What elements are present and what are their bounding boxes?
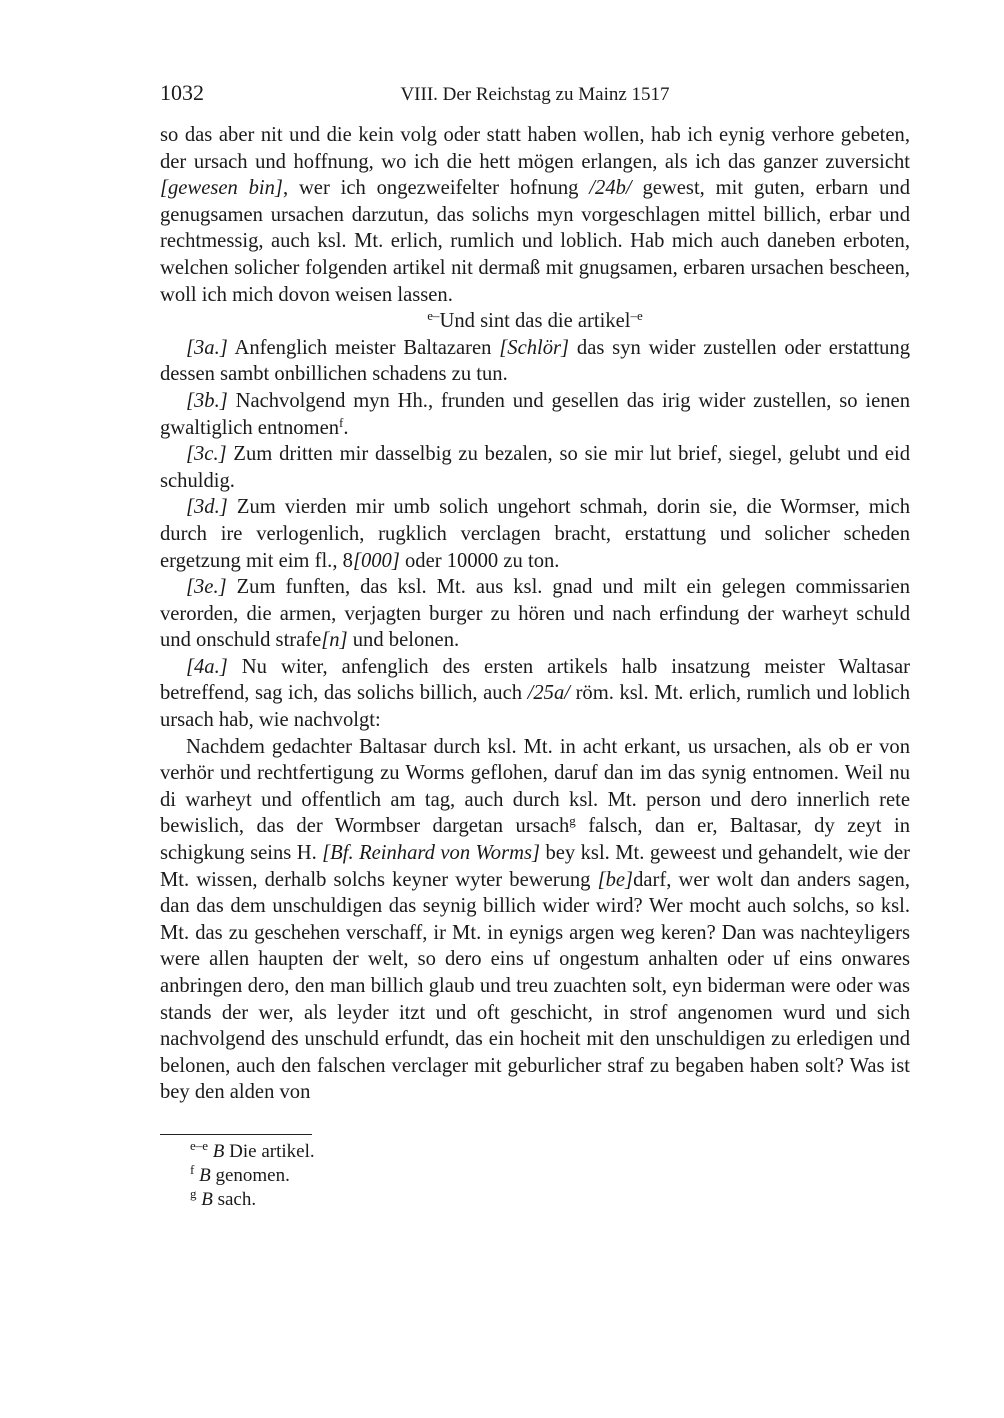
italic-text: [Schlör] — [499, 336, 570, 359]
text-run: , wer ich ongezweifelter hofnung — [282, 177, 590, 200]
footnote-marker: g — [569, 813, 576, 829]
footnote-marker: –e — [630, 308, 643, 324]
paragraph-article-3d — [160, 494, 910, 574]
footnote-marker: f — [190, 1161, 195, 1177]
text-run: . — [343, 416, 349, 439]
text-run: Nachvolgend myn Hh., frunden und gesellen das irig wider zustellen, so ienen gwaltiglich entnomen — [160, 389, 910, 439]
paragraph-article-3b — [160, 388, 910, 441]
footnote-marker: f — [339, 414, 344, 430]
paragraph-intro — [160, 122, 910, 308]
text-run: Zum dritten mir dasselbig zu bezalen, so sie mir lut brief, siegel, gelubt und eid schuldig. — [160, 443, 910, 492]
footnote-f — [160, 1161, 910, 1188]
italic-text: [3e.] — [186, 576, 227, 599]
footnote-marker: g — [190, 1185, 197, 1201]
text-run: Nachdem gedachter Baltasar durch ksl. Mt. in acht erkant, us ursachen, als ob er von verhör und rechtfertigung zu Worms geflohen, daruf dan im das synig entnomen. Weil nu di warheyt und offentlich am tag, auch durch ksl. Mt. person und dero innerlich rete bewislich, das der Wormbser dargetan ursach — [160, 735, 910, 838]
page-number: 1032 — [160, 80, 204, 105]
text-run: genomen. — [210, 1164, 290, 1186]
italic-text: [4a.] — [186, 655, 228, 678]
footnote-g — [160, 1185, 910, 1212]
paragraph-article-3a — [160, 335, 910, 388]
document-page — [160, 80, 910, 1212]
text-run: Zum funften, das ksl. Mt. aus ksl. gnad und milt ein gelegen commissarien verorden, die armen, verjagten burger zu hören und nach erfindung der warheyt schuld und onschuld strafe — [160, 576, 910, 652]
running-title: VIII. Der Reichstag zu Mainz 1517 — [400, 84, 670, 105]
italic-text: [3c.] — [186, 443, 227, 466]
paragraph-article-3e — [160, 574, 910, 654]
text-run: Die artikel. — [224, 1140, 315, 1162]
italic-text: /25a/ — [527, 682, 570, 705]
page-header — [160, 80, 910, 110]
footnote-marker: e–e — [190, 1137, 209, 1153]
paragraph-article-4a — [160, 654, 910, 734]
footnote-marker: e– — [427, 308, 440, 324]
italic-text: [3b.] — [186, 389, 228, 412]
section-heading-artikel — [160, 308, 910, 335]
text-run: bey ksl. Mt. geweest und gehandelt, wie der Mt. wissen, derhalb solchs keyner wyter bewerung — [160, 842, 911, 891]
text-run: gewest, mit guten, erbarn und genugsamen ursachen darzutun, das solichs myn vorgeschlagen mittel billich, erbar und rechtmessig, auch ksl. Mt. erlich, rumlich und loblich. Hab mich auch daneben erboten, welchen solicher folgenden artikel nit dermaß mit gnugsamen, erbaren ursachen bescheen, woll ich mich dovon weisen lassen. — [160, 177, 910, 306]
text-run: falsch, dan er, Baltasar, dy zeyt in schigkung seins H. — [160, 815, 910, 865]
italic-text: /24b/ — [589, 177, 632, 200]
footnote-e — [160, 1137, 910, 1164]
text-run: Und sint das die artikel — [439, 310, 631, 333]
text-run: Anfenglich meister Baltazaren — [227, 336, 500, 359]
text-run: Nu witer, anfenglich des ersten artikels halb insatzung meister Waltasar betreffend, sag ich, das solichs billich, auch — [160, 655, 910, 705]
italic-text: [gewesen bin] — [160, 177, 283, 200]
text-run: röm. ksl. Mt. erlich, rumlich und loblich ursach hab, wie nachvolgt: — [160, 682, 910, 732]
italic-text: [be] — [597, 868, 634, 891]
text-run: und belonen. — [347, 629, 460, 652]
italic-text: [3d.] — [186, 496, 228, 519]
text-run: sach. — [212, 1188, 257, 1210]
italic-text: B — [199, 1164, 211, 1186]
text-run: das syn wider zustellen oder erstattung dessen sambt onbillichen schadens zu tun. — [160, 336, 910, 386]
paragraph-article-3c — [160, 441, 910, 494]
italic-text: B — [201, 1188, 213, 1210]
text-run: so das aber nit und die kein volg oder statt haben wollen, hab ich eynig verhore gebeten, der ursach und hoffnung, wo ich die hett mögen erlangen, als ich das ganzer zuversicht — [160, 124, 910, 173]
italic-text: [000] — [352, 549, 400, 572]
italic-text: [n] — [321, 629, 348, 652]
paragraph-nachdem — [160, 734, 910, 1106]
italic-text: [Bf. Reinhard von Worms] — [322, 842, 541, 865]
text-run: oder 10000 zu ton. — [399, 549, 560, 572]
italic-text: [3a.] — [186, 336, 228, 359]
footnote-separator — [160, 1134, 312, 1135]
text-run: Zum vierden mir umb solich ungehort schmah, dorin sie, die Wormser, mich durch ire verlogenlich, rugklich verclagen bracht, erstattung und solicher scheden ergetzung mit eim fl., 8 — [160, 496, 910, 572]
text-run: darf, wer wolt dan anders sagen, dan das dem unschuldigen das seynig billich wider wird? Wer mocht auch solchs, so ksl. Mt. das zu geschehen verschaff, ir Mt. in eynigs argen weg keren? Dan was nachteyligers were allen haupten der welt, so dero eins uf ongestum anhalten oder uf eins onwares anbringen dero, den man billich glaub und treu zuachten solt, eyn biderman were oder was stands der wer, als leyder itzt und oft geschicht, in strof angenomen wurd und sich nachvolgend des unschuld erfundt, das ein hocheit mit den unschuldigen zu erledigen und belonen, auch den falschen verclager mit geburlicher straf zu begaben haben solt? Was ist bey den alden von — [160, 868, 910, 1104]
italic-text: B — [212, 1140, 225, 1162]
